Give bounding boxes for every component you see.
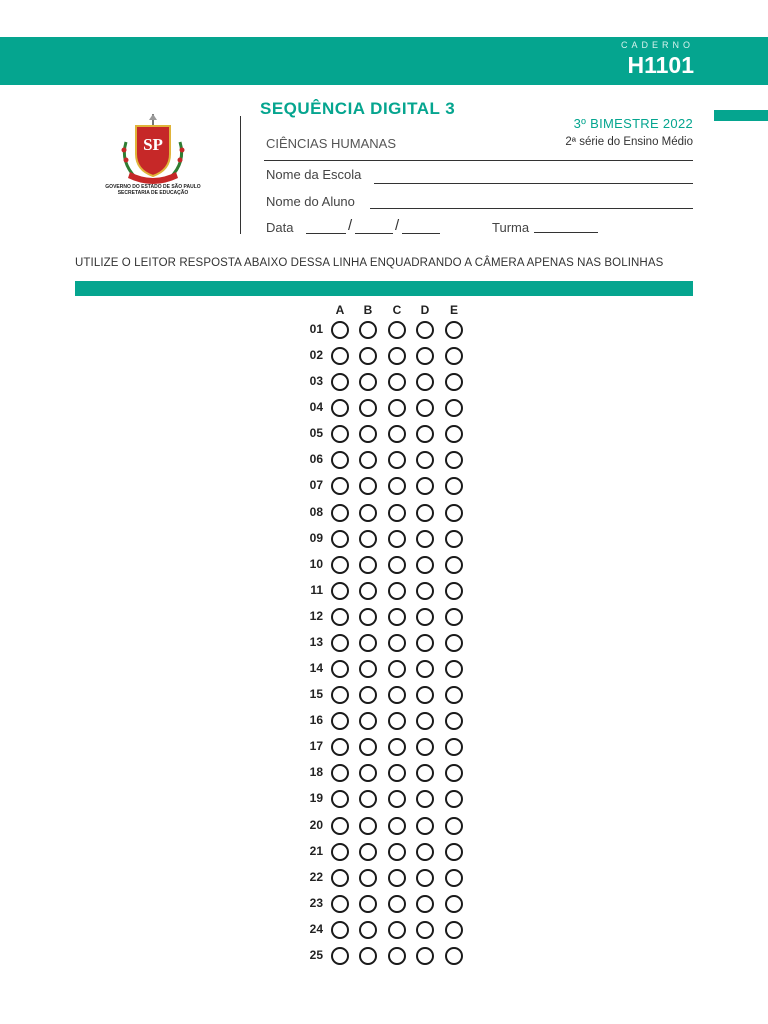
answer-bubble-18-e[interactable]	[445, 764, 463, 782]
answer-bubble-10-b[interactable]	[359, 556, 377, 574]
answer-bubble-06-d[interactable]	[416, 451, 434, 469]
grade-label: 2ª série do Ensino Médio	[565, 136, 693, 148]
question-number: 02	[309, 348, 323, 363]
caderno-label: CADERNO	[620, 40, 694, 50]
class-label: Turma	[492, 220, 530, 235]
answer-bubble-09-d[interactable]	[416, 530, 434, 548]
answer-bubble-08-c[interactable]	[388, 504, 406, 522]
answer-bubble-06-a[interactable]	[331, 451, 349, 469]
answer-bubble-16-b[interactable]	[359, 712, 377, 730]
answer-bubble-02-b[interactable]	[359, 347, 377, 365]
answer-bubble-23-a[interactable]	[331, 895, 349, 913]
answer-bubble-12-b[interactable]	[359, 608, 377, 626]
answer-bubble-22-a[interactable]	[331, 869, 349, 887]
answer-bubble-18-a[interactable]	[331, 764, 349, 782]
answer-bubble-13-a[interactable]	[331, 634, 349, 652]
answer-bubble-05-b[interactable]	[359, 425, 377, 443]
question-number: 17	[309, 739, 323, 754]
answer-bubble-01-c[interactable]	[388, 321, 406, 339]
answer-bubble-16-e[interactable]	[445, 712, 463, 730]
answer-bubble-25-c[interactable]	[388, 947, 406, 965]
answer-bubble-15-e[interactable]	[445, 686, 463, 704]
answer-bubble-02-a[interactable]	[331, 347, 349, 365]
answer-bubble-13-d[interactable]	[416, 634, 434, 652]
answer-bubble-23-c[interactable]	[388, 895, 406, 913]
answer-bubble-18-b[interactable]	[359, 764, 377, 782]
answer-bubble-03-e[interactable]	[445, 373, 463, 391]
answer-bubble-01-d[interactable]	[416, 321, 434, 339]
answer-bubble-25-b[interactable]	[359, 947, 377, 965]
answer-bubble-12-d[interactable]	[416, 608, 434, 626]
answer-bubble-02-d[interactable]	[416, 347, 434, 365]
question-number: 11	[310, 582, 323, 597]
question-number: 01	[309, 322, 323, 336]
student-name-label: Nome do Aluno	[266, 194, 355, 209]
question-number: 13	[309, 634, 323, 649]
question-number: 24	[309, 921, 323, 936]
answer-bubble-11-e[interactable]	[445, 582, 463, 600]
answer-bubble-08-d[interactable]	[416, 504, 434, 522]
answer-bubble-08-e[interactable]	[445, 504, 463, 522]
school-name-label: Nome da Escola	[266, 167, 362, 182]
answer-bubble-18-c[interactable]	[388, 764, 406, 782]
date-label: Data	[266, 220, 294, 235]
answer-bubble-08-b[interactable]	[359, 504, 377, 522]
answer-bubble-02-c[interactable]	[388, 347, 406, 365]
answer-bubble-07-b[interactable]	[359, 477, 377, 495]
answer-bubble-14-b[interactable]	[359, 660, 377, 678]
date-day-field[interactable]	[306, 233, 346, 234]
answer-bubble-16-c[interactable]	[388, 712, 406, 730]
answer-bubble-05-a[interactable]	[331, 425, 349, 443]
answer-bubble-05-e[interactable]	[445, 425, 463, 443]
answer-bubble-21-c[interactable]	[388, 843, 406, 861]
answer-bubble-06-c[interactable]	[388, 451, 406, 469]
answer-bubble-11-a[interactable]	[331, 582, 349, 600]
date-separator-2: /	[395, 217, 400, 234]
bimestre-label: 3º BIMESTRE 2022	[573, 116, 693, 131]
question-number: 08	[309, 504, 323, 519]
answer-bubble-11-d[interactable]	[416, 582, 434, 600]
answer-bubble-23-e[interactable]	[445, 895, 463, 913]
answer-bubble-22-b[interactable]	[359, 869, 377, 887]
answer-bubble-04-a[interactable]	[331, 399, 349, 417]
answer-bubble-24-e[interactable]	[445, 921, 463, 939]
answer-bubble-06-e[interactable]	[445, 451, 463, 469]
answer-bubble-24-a[interactable]	[331, 921, 349, 939]
question-number: 10	[309, 556, 323, 571]
answer-bubble-16-d[interactable]	[416, 712, 434, 730]
question-number: 21	[309, 843, 323, 858]
answer-bubble-03-d[interactable]	[416, 373, 434, 391]
answer-bubble-03-b[interactable]	[359, 373, 377, 391]
answer-bubble-17-b[interactable]	[359, 738, 377, 756]
answer-bubble-09-b[interactable]	[359, 530, 377, 548]
question-number: 07	[309, 478, 323, 493]
answer-bubble-21-b[interactable]	[359, 843, 377, 861]
logo-line2: SECRETARIA DE EDUCAÇÃO	[117, 190, 189, 196]
option-header-b: B	[363, 303, 373, 317]
answer-bubble-06-b[interactable]	[359, 451, 377, 469]
answer-bubble-09-a[interactable]	[331, 530, 349, 548]
scan-guide-bar	[75, 281, 693, 296]
answer-bubble-15-c[interactable]	[388, 686, 406, 704]
answer-bubble-17-d[interactable]	[416, 738, 434, 756]
answer-bubble-13-b[interactable]	[359, 634, 377, 652]
question-number: 09	[309, 530, 323, 545]
date-month-field[interactable]	[355, 233, 393, 234]
student-name-field[interactable]	[370, 208, 693, 209]
answer-bubble-10-d[interactable]	[416, 556, 434, 574]
answer-bubble-21-e[interactable]	[445, 843, 463, 861]
answer-bubble-25-d[interactable]	[416, 947, 434, 965]
answer-bubble-22-d[interactable]	[416, 869, 434, 887]
caderno-code: H1101	[627, 52, 694, 78]
answer-bubble-05-d[interactable]	[416, 425, 434, 443]
answer-bubble-03-a[interactable]	[331, 373, 349, 391]
answer-bubble-11-b[interactable]	[359, 582, 377, 600]
answer-bubble-13-c[interactable]	[388, 634, 406, 652]
subject-rule	[264, 160, 693, 161]
question-number: 15	[309, 687, 323, 702]
answer-bubble-24-d[interactable]	[416, 921, 434, 939]
question-number: 25	[309, 947, 323, 962]
answer-bubble-23-b[interactable]	[359, 895, 377, 913]
government-logo	[96, 112, 210, 196]
answer-bubble-12-e[interactable]	[445, 608, 463, 626]
question-number: 18	[309, 765, 323, 780]
answer-bubble-21-a[interactable]	[331, 843, 349, 861]
coat-of-arms-icon	[96, 112, 210, 196]
answer-bubble-07-e[interactable]	[445, 477, 463, 495]
question-number: 22	[309, 869, 323, 884]
answer-bubble-04-d[interactable]	[416, 399, 434, 417]
question-number: 20	[309, 817, 323, 832]
answer-bubble-04-b[interactable]	[359, 399, 377, 417]
answer-bubble-24-b[interactable]	[359, 921, 377, 939]
date-separator-1: /	[348, 217, 353, 234]
answer-bubble-09-c[interactable]	[388, 530, 406, 548]
question-number: 05	[309, 426, 323, 441]
scanner-instruction: UTILIZE O LEITOR RESPOSTA ABAIXO DESSA LINHA ENQUADRANDO A CÂMERA APENAS NAS BOLINHAS	[75, 257, 664, 269]
sequence-title: SEQUÊNCIA DIGITAL 3	[260, 99, 456, 118]
header-divider	[240, 116, 241, 234]
answer-bubble-12-a[interactable]	[331, 608, 349, 626]
answer-bubble-23-d[interactable]	[416, 895, 434, 913]
answer-bubble-19-b[interactable]	[359, 790, 377, 808]
answer-bubble-25-e[interactable]	[445, 947, 463, 965]
date-year-field[interactable]	[402, 233, 440, 234]
answer-bubble-20-d[interactable]	[416, 817, 434, 835]
logo-initials: SP	[143, 135, 163, 154]
answer-bubble-13-e[interactable]	[445, 634, 463, 652]
answer-bubble-18-d[interactable]	[416, 764, 434, 782]
answer-bubble-25-a[interactable]	[331, 947, 349, 965]
question-number: 14	[309, 661, 323, 676]
answer-bubble-16-a[interactable]	[331, 712, 349, 730]
answer-bubble-10-e[interactable]	[445, 556, 463, 574]
answer-bubble-04-e[interactable]	[445, 399, 463, 417]
question-number: 04	[309, 400, 323, 415]
answer-bubble-17-a[interactable]	[331, 738, 349, 756]
class-field[interactable]	[534, 232, 598, 233]
question-number: 23	[309, 895, 323, 910]
school-name-field[interactable]	[374, 183, 693, 184]
answer-bubble-03-c[interactable]	[388, 373, 406, 391]
side-tab-marker	[714, 110, 768, 121]
answer-bubble-04-c[interactable]	[388, 399, 406, 417]
answer-bubble-22-c[interactable]	[388, 869, 406, 887]
logo-line1: GOVERNO DO ESTADO DE SÃO PAULO	[105, 184, 201, 190]
answer-bubble-17-e[interactable]	[445, 738, 463, 756]
answer-bubble-20-e[interactable]	[445, 817, 463, 835]
answer-bubble-20-b[interactable]	[359, 817, 377, 835]
answer-bubble-15-b[interactable]	[359, 686, 377, 704]
answer-bubble-08-a[interactable]	[331, 504, 349, 522]
answer-bubble-01-b[interactable]	[359, 321, 377, 339]
answer-bubble-07-a[interactable]	[331, 477, 349, 495]
answer-bubble-19-a[interactable]	[331, 790, 349, 808]
answer-bubble-21-d[interactable]	[416, 843, 434, 861]
question-number: 12	[309, 608, 323, 623]
answer-bubble-15-a[interactable]	[331, 686, 349, 704]
answer-bubble-20-a[interactable]	[331, 817, 349, 835]
question-number: 06	[309, 452, 323, 467]
answer-bubble-07-d[interactable]	[416, 477, 434, 495]
answer-bubble-02-e[interactable]	[445, 347, 463, 365]
answer-bubble-19-c[interactable]	[388, 790, 406, 808]
answer-bubble-14-d[interactable]	[416, 660, 434, 678]
answer-bubble-05-c[interactable]	[388, 425, 406, 443]
answer-bubble-01-e[interactable]	[445, 321, 463, 339]
answer-bubble-01-a[interactable]	[331, 321, 349, 339]
answer-bubble-11-c[interactable]	[388, 582, 406, 600]
answer-bubble-19-e[interactable]	[445, 790, 463, 808]
answer-bubble-10-a[interactable]	[331, 556, 349, 574]
question-number: 03	[309, 374, 323, 389]
answer-bubble-22-e[interactable]	[445, 869, 463, 887]
question-number: 16	[309, 713, 323, 728]
answer-bubble-10-c[interactable]	[388, 556, 406, 574]
answer-bubble-14-a[interactable]	[331, 660, 349, 678]
answer-bubble-20-c[interactable]	[388, 817, 406, 835]
option-header-e: E	[449, 303, 458, 317]
answer-bubble-19-d[interactable]	[416, 790, 434, 808]
answer-bubble-17-c[interactable]	[388, 738, 406, 756]
answer-bubble-07-c[interactable]	[388, 477, 406, 495]
answer-bubble-14-e[interactable]	[445, 660, 463, 678]
subject-label: CIÊNCIAS HUMANAS	[266, 136, 397, 151]
answer-bubble-24-c[interactable]	[388, 921, 406, 939]
option-header-c: C	[392, 303, 402, 317]
option-header-a: A	[335, 303, 345, 317]
answer-bubble-15-d[interactable]	[416, 686, 434, 704]
answer-bubble-14-c[interactable]	[388, 660, 406, 678]
option-header-d: D	[420, 303, 430, 317]
answer-bubble-12-c[interactable]	[388, 608, 406, 626]
question-number: 19	[309, 791, 323, 806]
answer-bubble-09-e[interactable]	[445, 530, 463, 548]
